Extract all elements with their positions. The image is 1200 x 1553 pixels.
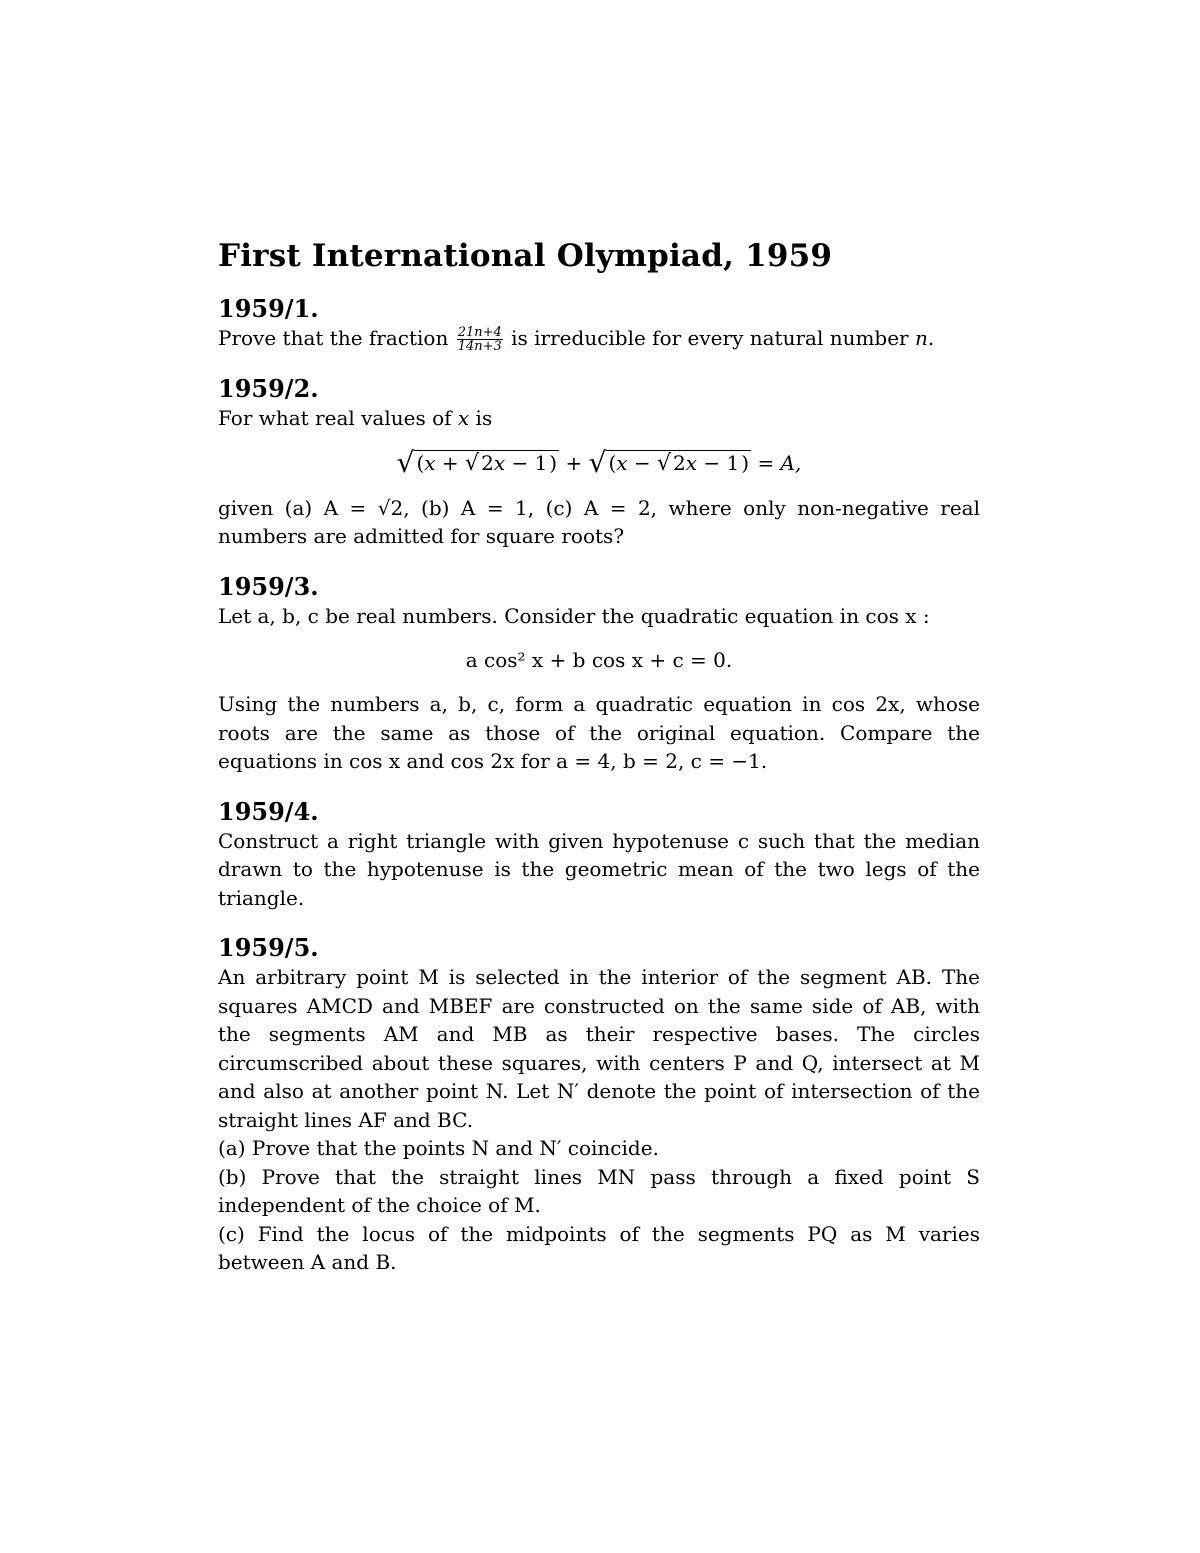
problem-heading: 1959/1. [218, 294, 319, 323]
problem-text: Prove that the fraction $\frac{21n+4}{14n+3}$ is irreducible for every natural number n. [218, 325, 935, 354]
problem-text: For what real values of x is [218, 406, 493, 430]
page-title: First International Olympiad, 1959 [218, 238, 833, 274]
fraction: $\frac{21n+4}{14n+3}$ [457, 325, 502, 354]
problem-5 [218, 933, 980, 1277]
problem-4 [218, 797, 980, 913]
problem-text: An arbitrary point M is selected in the interior of the segment AB. The squares AMCD and MBEF are constructed on the same side of AB, with the segments AM and MB as their respective bases. The circles circumscribed about these squares, with centers P and Q, intersect at M and also at another point N. Let N′ denote the point of intersection of the straight lines AF and BC. [218, 965, 980, 1132]
problem-text: Construct a right triangle with given hypotenuse c such that the median drawn to the hypotenuse is the geometric mean of the two legs of the triangle. [218, 828, 980, 910]
problem-text: Let a, b, c be real numbers. Consider the quadratic equation in cos x : [218, 603, 930, 628]
problem-text: given (a) A = √2, (b) A = 1, (c) A = 2, where only non-negative real numbers are admitted for square roots? [218, 495, 980, 548]
problem-part-c: (c) Find the locus of the midpoints of the segments PQ as M varies between A and B. [218, 1221, 980, 1274]
problem-heading: 1959/5. [218, 933, 319, 962]
problem-heading: 1959/3. [218, 571, 319, 601]
problem-text: Using the numbers a, b, c, form a quadratic equation in cos 2x, whose roots are the same as those of the original equation. Compare the equations in cos x and cos 2x for a = 4, b = 2, c = −1. [218, 692, 980, 773]
problem-part-a: (a) Prove that the points N and N′ coincide. [218, 1136, 659, 1160]
problem-part-b: (b) Prove that the straight lines MN pass through a fixed point S independent of the choice of M. [218, 1164, 980, 1217]
equation: √ (x + √ 2x − 1 ) + √ (x − √ 2x − 1 ) = A, [396, 445, 802, 479]
document-page [218, 236, 980, 1298]
problem-heading: 1959/2. [218, 374, 319, 403]
problem-heading: 1959/4. [218, 796, 319, 826]
problem-1 [218, 294, 980, 353]
equation: a cos² x + b cos x + c = 0. [465, 648, 733, 672]
problem-3 [218, 572, 980, 776]
problem-2 [218, 374, 980, 551]
